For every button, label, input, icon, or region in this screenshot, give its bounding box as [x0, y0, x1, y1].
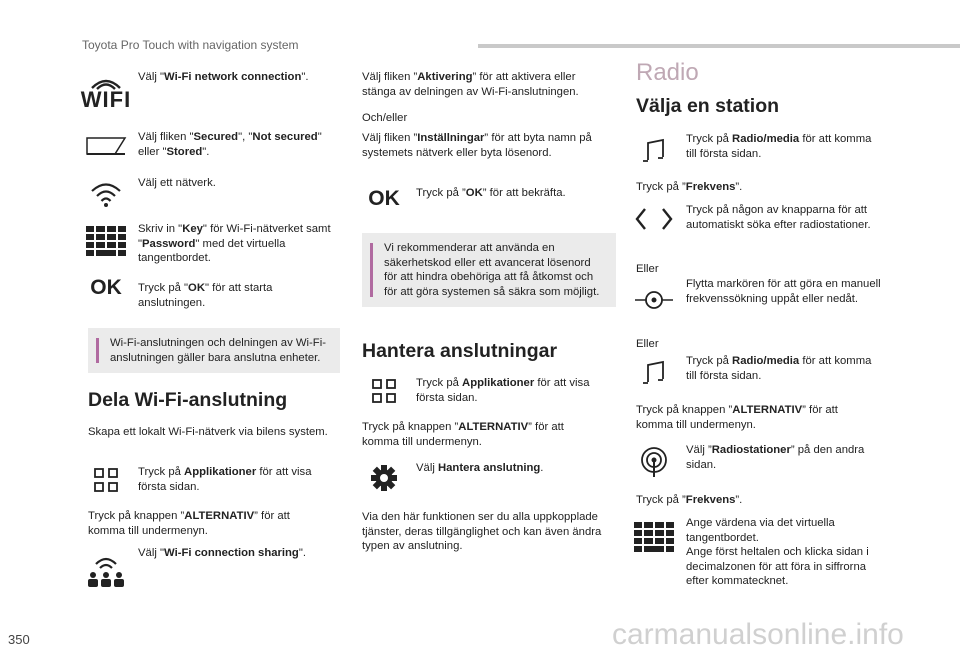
step-radio-media	[632, 354, 884, 386]
wifi-label-icon: WIFI	[84, 72, 128, 110]
watermark: carmanualsonline.info	[612, 618, 904, 651]
slider-cursor-icon	[632, 289, 676, 311]
step-applications	[84, 465, 336, 494]
apps-grid-icon	[84, 468, 128, 492]
music-note-icon	[632, 138, 676, 164]
step-select-network	[84, 176, 336, 208]
ok-icon: OK	[368, 187, 400, 210]
info-note	[88, 328, 340, 373]
apps-grid-icon	[362, 379, 406, 403]
paragraph: Tryck på knappen ”ALTERNATIV” för att komma till undermenyn.	[88, 510, 290, 537]
step-applications	[362, 376, 614, 405]
radio-broadcast-icon	[632, 446, 676, 478]
wifi-sharing-icon	[84, 552, 128, 588]
running-header: Toyota Pro Touch with navigation system	[82, 38, 299, 52]
step-text: Tryck på någon av knapparna för att automatiskt söka efter radiostationer.	[686, 204, 871, 231]
step-virtual-keyboard	[632, 516, 884, 589]
keyboard-icon	[632, 522, 676, 552]
paragraph: Eller	[636, 263, 659, 275]
step-enter-key	[84, 222, 336, 266]
step-text: Ange värdena via det virtuella tangentbordet. Ange först heltalen och klicka sidan i decimalzonen för att föra in siffrorna efter kommatecknet.	[686, 517, 869, 587]
info-note	[362, 233, 616, 307]
step-text: Tryck på Applikationer för att visa första sidan.	[416, 377, 590, 404]
paragraph: Skapa ett lokalt Wi-Fi-nätverk via bilens system.	[88, 426, 328, 438]
step-ok-connect	[84, 276, 336, 310]
step-wifi-sharing	[84, 546, 336, 588]
section-heading: Dela Wi-Fi-anslutning	[88, 389, 288, 411]
paragraph: Tryck på knappen ”ALTERNATIV” för att komma till undermenyn.	[362, 421, 564, 448]
step-auto-search	[632, 203, 884, 232]
note-text: Vi rekommenderar att använda en säkerhetskod eller ett avancerat lösenord för att hindra obehöriga att få åtkomst och för att göra systemen så säkra som möjligt.	[384, 242, 600, 298]
step-text: Välj ett nätverk.	[138, 177, 216, 189]
paragraph: Välj fliken ”Aktivering” för att aktivera eller stänga av delningen av Wi-Fi-anslutningen.	[362, 71, 579, 98]
step-ok-confirm	[362, 186, 614, 210]
step-secured-tab	[84, 130, 336, 159]
info-icon	[96, 338, 99, 363]
paragraph: Tryck på knappen ”ALTERNATIV” för att komma till undermenyn.	[636, 404, 838, 431]
tab-outline-icon	[84, 134, 128, 156]
paragraph: Eller	[636, 338, 659, 350]
step-manage-connection	[362, 461, 614, 492]
step-radio-stations	[632, 443, 884, 478]
step-text: Flytta markören för att göra en manuell frekvenssökning uppåt eller nedåt.	[686, 278, 881, 305]
paragraph: Välj fliken ”Inställningar” för att byta namn på systemets nätverk eller byta lösenord.	[362, 132, 592, 159]
paragraph: Via den här funktionen ser du alla uppkopplade tjänster, deras tillgänglighet och kan även ändra typen av anslutning.	[362, 511, 602, 552]
music-note-icon	[632, 360, 676, 386]
step-text: Tryck på ”OK” för att bekräfta.	[416, 187, 566, 199]
keyboard-icon	[84, 226, 128, 256]
section-heading: Välja en station	[636, 95, 780, 117]
wifi-signal-icon	[84, 180, 128, 208]
step-text: Skriv in "Key" för Wi-Fi-nätverket samt "Password" med det virtuella tangentbordet.	[138, 223, 331, 264]
step-text: Välj "Wi-Fi network connection".	[138, 71, 309, 83]
step-text: Välj ”Radiostationer” på den andra sidan.	[686, 444, 865, 471]
note-text: Wi-Fi-anslutningen och delningen av Wi-Fi-anslutningen gäller bara anslutna enheter.	[110, 337, 326, 364]
chapter-title: Radio	[636, 59, 699, 86]
step-text: Välj "Wi-Fi connection sharing".	[138, 547, 306, 559]
ok-icon: OK	[90, 276, 122, 299]
step-text: Tryck på Radio/media för att komma till första sidan.	[686, 355, 872, 382]
page-number: 350	[8, 632, 30, 647]
step-wifi-network	[80, 70, 336, 112]
paragraph: Tryck på ”Frekvens”.	[636, 181, 743, 193]
step-text: Välj Hantera anslutning.	[416, 462, 544, 474]
step-radio-media	[632, 132, 884, 164]
paragraph: Tryck på ”Frekvens”.	[636, 494, 743, 506]
info-icon	[370, 243, 373, 297]
step-manual-search	[632, 277, 884, 311]
paragraph: Och/eller	[362, 112, 408, 124]
step-text: Tryck på Radio/media för att komma till första sidan.	[686, 133, 872, 160]
step-text: Tryck på Applikationer för att visa första sidan.	[138, 466, 312, 493]
step-text: Välj fliken "Secured", "Not secured" eller "Stored".	[138, 131, 322, 158]
prev-next-chevrons-icon	[632, 207, 676, 231]
gear-icon	[362, 464, 406, 492]
header-rule	[478, 44, 960, 48]
section-heading: Hantera anslutningar	[362, 340, 558, 362]
step-text: Tryck på "OK" för att starta anslutningen.	[138, 282, 273, 309]
